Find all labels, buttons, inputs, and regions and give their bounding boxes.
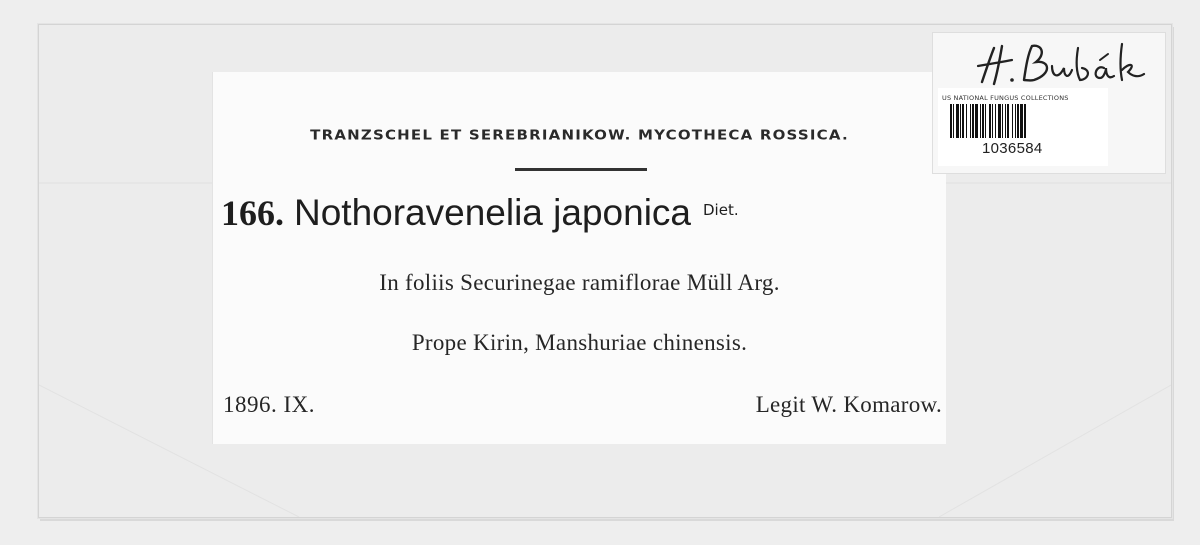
- handwritten-signature: [972, 40, 1162, 92]
- taxon-author: Diet.: [703, 201, 739, 219]
- exsiccata-number: 166.: [221, 193, 284, 233]
- barcode-number: 1036584: [982, 140, 1043, 157]
- series-title: TRANZSCHEL ET SEREBRIANIKOW. MYCOTHECA ROSSICA.: [310, 126, 849, 144]
- barcode-label: [938, 88, 1108, 166]
- title-divider: [515, 168, 647, 171]
- host-line: In foliis Securinegae ramiflorae Müll Arg.: [379, 270, 780, 295]
- taxon-name: Nothoravenelia japonica: [294, 192, 691, 233]
- collector-line: Legit W. Komarow.: [755, 392, 942, 417]
- locality-line: Prope Kirin, Manshuriae chinensis.: [411, 330, 748, 355]
- barcode-caption: US NATIONAL FUNGUS COLLECTIONS: [942, 94, 1069, 102]
- barcode-bars: [950, 104, 1098, 138]
- collection-date: 1896. IX.: [223, 392, 316, 417]
- taxon-line: [221, 192, 739, 234]
- specimen-label: [212, 72, 946, 444]
